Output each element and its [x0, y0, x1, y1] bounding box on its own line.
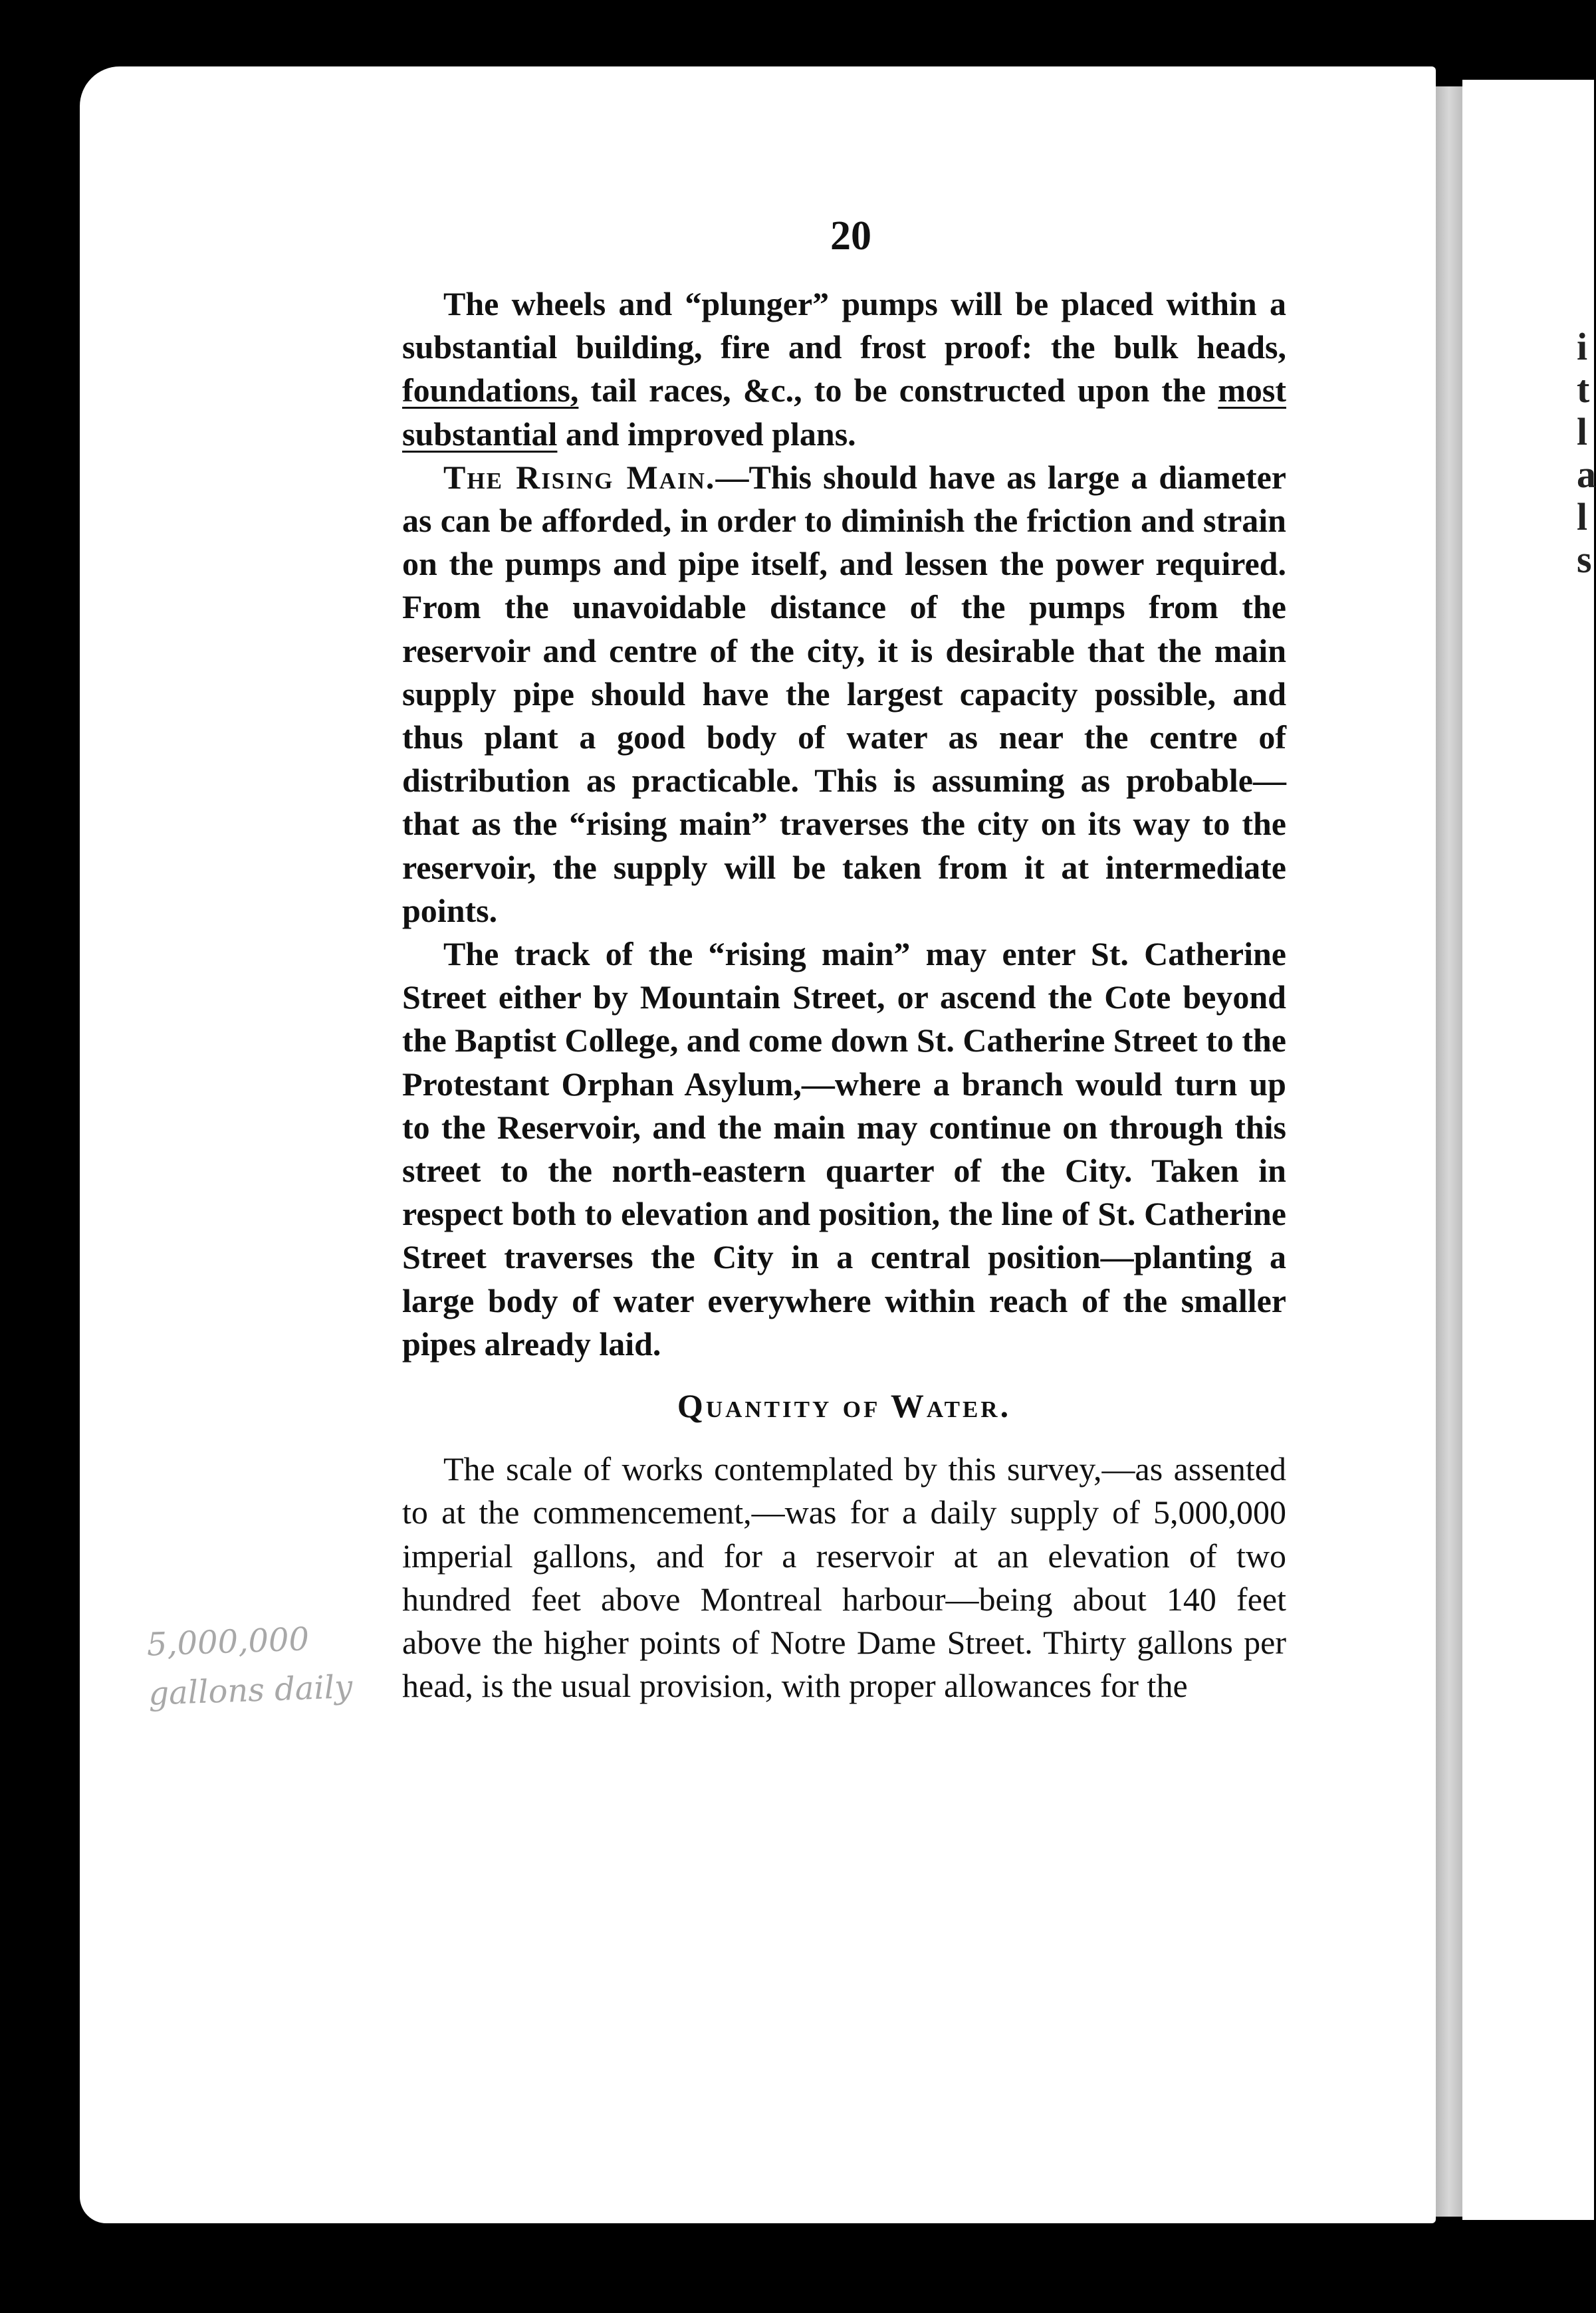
- paragraph-track: The track of the “rising main” may enter St. Catherine Street either by Mountain Street, or ascend the Cote beyond the Baptist College, and come down St. Catherine Street to the Protestant Orphan Asylum,—where a branch would turn up to the Reservoir, and the main may continue on through this street to the north-eastern quarter of the City. Taken in respect both to elevation and position, the line of St. Catherine Street traverses the City in a central position—planting a large body of water everywhere within reach of the smaller pipes already laid.: [402, 935, 1286, 1363]
- handwritten-margin-note: [146, 1612, 369, 1718]
- margin-note-line-1: 5,000,000: [146, 1620, 310, 1664]
- page-number: 20: [830, 213, 871, 259]
- paragraph-pumps: The wheels and “plunger” pumps will be placed within a substantial building, fire and frost proof: the bulk heads, foundations, tail races, &c., to be constructed upon the most substantial and improved plans.: [402, 285, 1286, 453]
- section-lead-rising-main: The Rising Main.: [443, 458, 716, 496]
- margin-note-line-2: gallons daily: [148, 1668, 354, 1713]
- paragraph-quantity: The scale of works contemplated by this survey,—as assented to at the commencement,—was for a daily supply of 5,000,000 imperial gallons, and for a reservoir at an elevation of two hundred feet above Montreal harbour—being about 140 feet above the higher points of Notre Dame Street. Thirty gallons per head, is the usual provision, with proper allowances for the: [402, 1450, 1286, 1705]
- paragraph-rising-main: The Rising Main.—This should have as large a diameter as can be afforded, in order to diminish the friction and strain on the pumps and pipe itself, and lessen the power required. From the unavoidable distance of the pumps from the reservoir and centre of the city, it is desirable that the main supply pipe should have the largest capacity possible, and thus plant a good body of water as near the centre of distribution as practicable. This is assuming as probable—that as the “rising main” traverses the city on its way to the reservoir, the supply will be taken from it at intermediate points.: [402, 458, 1287, 929]
- facing-page-text: i t l a l s: [1577, 325, 1596, 581]
- book-gutter: [1436, 86, 1462, 2217]
- underlined-foundations: foundations,: [402, 372, 579, 409]
- page-body: [402, 282, 1286, 1708]
- underlined-most-substantial: most substantial: [402, 372, 1286, 453]
- section-heading-quantity-of-water: Quantity of Water.: [677, 1387, 1012, 1425]
- facing-page: [1462, 80, 1594, 2220]
